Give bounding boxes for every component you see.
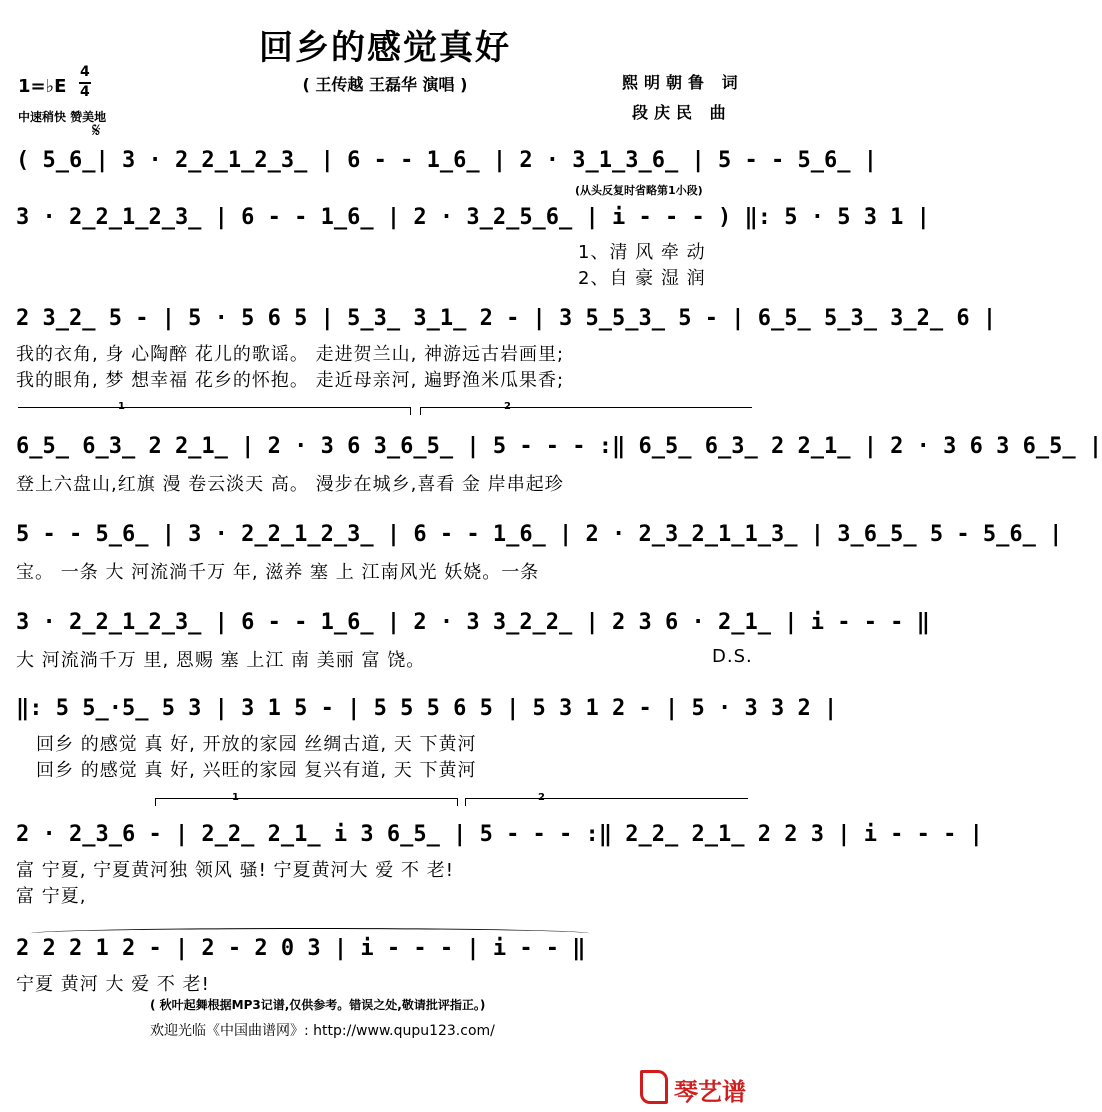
score-line-4: 6̲5̲ 6̲3̲ 2 2̲1̲ | 2 · 3 6 3̲6̲5̲ | 5 - - - :‖ 6̲5̲ 6̲3̲ 2 2̲1̲ | 2 · 3 6 3 6̲5̲ | <box>16 434 1102 459</box>
singers-credit: ( 王传越 王磊华 演唱 ) <box>302 75 468 94</box>
score-line-8: 2 · 2̲3̲6 - | 2̲2̲ 2̲1̲ i 3 6̲5̲ | 5 - - - :‖ 2̲2̲ 2̲1̲ 2 2 3 | i - - - | <box>16 822 983 847</box>
score-line-1: ( 5̲6̲| 3 · 2̲2̲1̲2̲3̲ | 6 - - 1̲6̲ | 2 · 3̲1̲3̲6̲ | 5 - - 5̲6̲ | <box>16 148 877 173</box>
lyric-line-4: 登上六盘山,红旗 漫 卷云淡天 高。 漫步在城乡,喜看 金 岸串起珍 <box>16 474 564 495</box>
logo-mark-icon <box>640 1070 668 1104</box>
volta-bracket-3 <box>155 798 457 799</box>
song-title: 回乡的感觉真好 <box>259 28 511 68</box>
key-signature: 1=♭E <box>18 76 67 97</box>
website-credit: 欢迎光临《中国曲谱网》: http://www.qupu123.com/ <box>150 1023 495 1039</box>
repeat-note: (从头反复时省略第1小段) <box>575 184 703 197</box>
lyric-line-7a: 回乡 的感觉 真 好, 开放的家园 丝绸古道, 天 下黄河 <box>36 734 477 755</box>
site-logo-text: 琴艺谱 <box>674 1078 746 1106</box>
lyric-line-6: 大 河流淌千万 里, 恩赐 塞 上江 南 美丽 富 饶。 <box>16 650 426 671</box>
lyric-line-8a: 富 宁夏, 宁夏黄河独 领风 骚! 宁夏黄河大 爱 不 老! <box>16 860 454 881</box>
volta-number-4: 2 <box>538 792 545 803</box>
volta-bracket-3-start <box>155 798 156 806</box>
tempo-marking: 中速稍快 赞美地 <box>18 110 107 124</box>
verse-1-start: 1、清 风 牵 动 <box>578 242 706 263</box>
score-line-3: 2 3̲2̲ 5 - | 5 · 5 6 5 | 5̲3̲ 3̲1̲ 2 - | 3 5̲5̲3̲ 5 - | 6̲5̲ 5̲3̲ 3̲2̲ 6 | <box>16 306 997 331</box>
score-line-5: 5 - - 5̲6̲ | 3 · 2̲2̲1̲2̲3̲ | 6 - - 1̲6̲ | 2 · 2̲3̲2̲1̲1̲3̲ | 3̲6̲5̲ 5 - 5̲6̲ | <box>16 522 1063 547</box>
volta-number-3: 1 <box>232 792 239 803</box>
volta-bracket-2 <box>420 407 752 408</box>
time-signature-bottom: 4 <box>80 84 90 100</box>
volta-bracket-4-start <box>465 798 466 806</box>
volta-bracket-4 <box>465 798 748 799</box>
lyricist-credit: 熙明朝鲁 词 <box>622 73 744 92</box>
score-line-6: 3 · 2̲2̲1̲2̲3̲ | 6 - - 1̲6̲ | 2 · 3 3̲2̲2̲ | 2 3 6 · 2̲1̲ | i - - - ‖ <box>16 610 930 635</box>
lyric-line-9: 宁夏 黄河 大 爱 不 老! <box>16 974 210 995</box>
volta-bracket-1 <box>18 407 410 408</box>
lyric-line-3b: 我的眼角, 梦 想幸福 花乡的怀抱。 走近母亲河, 遍野渔米瓜果香; <box>16 370 565 391</box>
volta-bracket-3-end <box>457 798 458 806</box>
volta-number-1: 1 <box>118 401 125 412</box>
volta-bracket-1-end <box>410 407 411 415</box>
lyric-line-7b: 回乡 的感觉 真 好, 兴旺的家园 复兴有道, 天 下黄河 <box>36 760 477 781</box>
score-line-7: ‖: 5 5̲·5̲ 5 3 | 3 1 5 - | 5 5 5 6 5 | 5 3 1 2 - | 5 · 3 3 2 | <box>16 696 838 721</box>
ds-marking: D.S. <box>712 646 753 667</box>
score-line-9: 2 2 2 1 2 - | 2 - 2 0 3 | i - - - | i - - ‖ <box>16 936 586 961</box>
lyric-line-5: 宝。 一条 大 河流淌千万 年, 滋养 塞 上 江南风光 妖娆。一条 <box>16 562 540 583</box>
time-signature-top: 4 <box>80 64 90 80</box>
composer-credit: 段庆民 曲 <box>632 103 732 122</box>
segno-icon: 𝄋 <box>92 118 101 142</box>
score-line-2: 3 · 2̲2̲1̲2̲3̲ | 6 - - 1̲6̲ | 2 · 3̲2̲5̲6̲ | i - - - ) ‖: 5 · 5 3 1 | <box>16 205 930 230</box>
verse-2-start: 2、自 豪 湿 润 <box>578 268 706 289</box>
volta-number-2: 2 <box>504 401 511 412</box>
volta-bracket-2-start <box>420 407 421 415</box>
lyric-line-3a: 我的衣角, 身 心陶醉 花儿的歌谣。 走进贺兰山, 神游远古岩画里; <box>16 344 565 365</box>
lyric-line-8b: 富 宁夏, <box>16 886 87 907</box>
transcriber-note: ( 秋叶起舞根据MP3记谱,仅供参考。错误之处,敬请批评指正。) <box>150 998 486 1012</box>
